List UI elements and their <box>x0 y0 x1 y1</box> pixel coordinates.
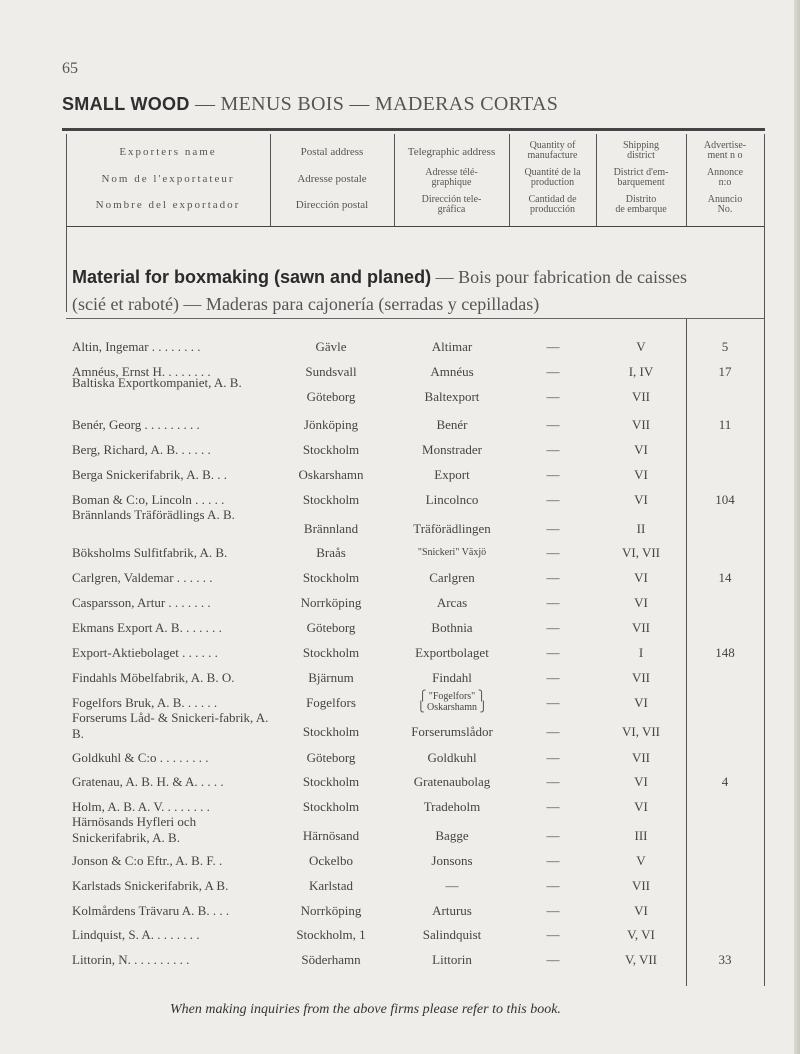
col-header-shipping-es: Distrito de embarque <box>615 194 667 215</box>
shipping-district: I, IV <box>628 364 654 379</box>
postal-address: Karlstad <box>308 878 354 893</box>
body-right-rule <box>764 226 765 986</box>
quantity: — <box>546 467 560 482</box>
exporter-name: Goldkuhl & C:o . . . . . . . . <box>72 750 209 765</box>
col-header-postal-fr: Adresse postale <box>297 173 367 185</box>
telegraphic-address <box>394 691 510 713</box>
quantity: — <box>546 339 560 354</box>
shipping-district: VI <box>634 595 648 610</box>
telegraphic-address: Exportbolaget <box>415 645 489 660</box>
telegraphic-address: Goldkuhl <box>427 750 477 765</box>
exporter-name: Export-Aktiebolaget . . . . . . <box>72 645 218 660</box>
exporter-name: Forserums Låd- & Snickeri-fabrik, A. B. <box>72 710 269 741</box>
telegraphic-address: Träförädlingen <box>413 521 491 536</box>
exporter-name: Amnéus, Ernst H. . . . . . . . <box>72 364 211 379</box>
exporter-name: Böksholms Sulfitfabrik, A. B. <box>72 545 228 560</box>
telegraphic-address: Findahl <box>432 670 472 685</box>
col-header-telegraphic-es: Dirección tele- gráfica <box>421 194 482 215</box>
quantity: — <box>546 853 560 868</box>
telegraphic-address: Lincolnco <box>425 492 479 507</box>
col-header-shipping-fr: District d'em- barquement <box>613 167 669 188</box>
exporter-name: Findahls Möbelfabrik, A. B. O. <box>72 670 235 685</box>
telegraphic-address: Export <box>434 467 470 482</box>
col-header-shipping-en: Shipping district <box>622 140 660 161</box>
quantity: — <box>546 417 560 432</box>
quantity: — <box>546 442 560 457</box>
exporter-name: Baltiska Exportkompaniet, A. B. <box>72 375 242 390</box>
col-header-exporters-fr: Nom de l'exportateur <box>101 173 235 185</box>
advert-number: 14 <box>718 570 732 585</box>
postal-address: Ockelbo <box>308 853 354 868</box>
page-number: 65 <box>62 60 78 77</box>
postal-address: Braås <box>316 545 346 560</box>
header-bottom-rule <box>66 226 765 227</box>
col-header-advert-es: Anuncio No. <box>707 194 743 215</box>
exporter-name: Kolmårdens Trävaru A. B. . . . <box>72 903 230 918</box>
postal-address: Stockholm <box>302 492 360 507</box>
col-divider <box>764 134 765 226</box>
exporter-name: Fogelfors Bruk, A. B. . . . . . <box>72 695 218 710</box>
shipping-district: VI <box>634 903 648 918</box>
quantity: — <box>546 903 560 918</box>
shipping-district: VII <box>631 389 651 404</box>
col-header-quantity-fr: Quantité de la production <box>524 167 581 188</box>
exporter-name: Karlstads Snickerifabrik, A B. <box>72 878 229 893</box>
exporter-name: Carlgren, Valdemar . . . . . . <box>72 570 213 585</box>
shipping-district: VI <box>634 492 648 507</box>
col-header-exporters-en: Exporters name <box>119 146 217 158</box>
quantity: — <box>546 670 560 685</box>
telegraphic-address: Amnéus <box>430 364 474 379</box>
quantity: — <box>546 774 560 789</box>
postal-address: Sundsvall <box>305 364 357 379</box>
shipping-district: V <box>636 853 646 868</box>
postal-address: Norrköping <box>300 903 362 918</box>
advert-number: 11 <box>718 417 732 432</box>
exporter-name: Holm, A. B. A. V. . . . . . . . <box>72 799 210 814</box>
postal-address: Norrköping <box>300 595 362 610</box>
col-header-telegraphic-en: Telegraphic address <box>407 146 496 158</box>
quantity: — <box>546 878 560 893</box>
shipping-district: I <box>638 645 644 660</box>
shipping-district: VI <box>634 799 648 814</box>
postal-address: Bjärnum <box>308 670 354 685</box>
col-header-exporters-es: Nombre del exportador <box>95 199 241 211</box>
shipping-district: VII <box>631 750 651 765</box>
telegraphic-address: Carlgren <box>429 570 475 585</box>
postal-address: Göteborg <box>306 750 356 765</box>
section-title <box>72 267 762 288</box>
postal-address: Brännland <box>303 521 359 536</box>
postal-address: Gävle <box>315 339 347 354</box>
advert-number: 104 <box>715 492 735 507</box>
telegraphic-address: Altimar <box>431 339 473 354</box>
telegraphic-address: "Snickeri" Växjö <box>417 547 487 558</box>
exporter-name: Littorin, N. . . . . . . . . . <box>72 952 190 967</box>
col-header-advert-fr: Annonce n:o <box>706 167 744 188</box>
telegraphic-address: Salindquist <box>422 927 482 942</box>
postal-address: Stockholm <box>302 799 360 814</box>
advert-number: 5 <box>721 339 729 354</box>
postal-address: Stockholm <box>302 774 360 789</box>
advert-number: 17 <box>718 364 732 379</box>
quantity: — <box>546 570 560 585</box>
exporter-name: Berga Snickerifabrik, A. B. . . <box>72 467 228 482</box>
exporter-name: Jonson & C:o Eftr., A. B. F. . <box>72 853 223 868</box>
quantity: — <box>546 620 560 635</box>
section-rule <box>66 318 764 319</box>
postal-address: Stockholm <box>302 442 360 457</box>
postal-address: Fogelfors <box>306 695 356 710</box>
telegraphic-address: Monstrader <box>422 442 482 457</box>
advert-number: 148 <box>715 645 735 660</box>
advert-number: 4 <box>721 774 729 789</box>
telegraphic-address: Forserumslådor <box>411 724 493 739</box>
quantity: — <box>546 389 560 404</box>
shipping-district: VII <box>631 670 651 685</box>
col-header-quantity-es: Cantidad de producción <box>528 194 577 215</box>
section-title-rest: — Bois pour fabrication de caisses <box>431 267 687 287</box>
postal-address: Härnösand <box>302 828 360 843</box>
telegraphic-line: ⎧ "Fogelfors" ⎫ <box>418 691 486 702</box>
shipping-district: VI, VII <box>621 545 661 560</box>
section-subtitle: (scié et raboté) — Maderas para cajonería (serradas y cepilladas) <box>72 294 540 314</box>
exporter-name: Benér, Georg . . . . . . . . . <box>72 417 200 432</box>
page-title-bold: SMALL WOOD <box>62 94 190 114</box>
exporter-name: Berg, Richard, A. B. . . . . . <box>72 442 211 457</box>
exporter-name: Ekmans Export A. B. . . . . . . <box>72 620 222 635</box>
telegraphic-address: Arcas <box>436 595 468 610</box>
postal-address: Stockholm <box>302 645 360 660</box>
postal-address: Jönköping <box>303 417 359 432</box>
shipping-district: VI, VII <box>621 724 661 739</box>
shipping-district: V, VI <box>627 927 655 942</box>
shipping-district: VII <box>631 620 651 635</box>
quantity: — <box>546 492 560 507</box>
shipping-district: III <box>634 828 648 843</box>
quantity: — <box>546 927 560 942</box>
section-title-bold: Material for boxmaking (sawn and planed) <box>72 267 432 287</box>
telegraphic-address: — <box>445 878 459 893</box>
page-edge-shadow <box>794 0 800 1054</box>
telegraphic-address: Arturus <box>432 903 472 918</box>
exporter-name: Lindquist, S. A. . . . . . . . <box>72 927 200 942</box>
quantity: — <box>546 595 560 610</box>
exporter-name: Altin, Ingemar . . . . . . . . <box>72 339 201 354</box>
quantity: — <box>546 799 560 814</box>
postal-address: Göteborg <box>306 389 356 404</box>
quantity: — <box>546 828 560 843</box>
page-title-rest: — MENUS BOIS — MADERAS CORTAS <box>189 93 559 115</box>
quantity: — <box>546 695 560 710</box>
quantity: — <box>546 645 560 660</box>
exporter-name: Boman & C:o, Lincoln . . . . . <box>72 492 225 507</box>
telegraphic-address: Bothnia <box>431 620 473 635</box>
telegraphic-address: Benér <box>436 417 468 432</box>
body-left-rule <box>66 226 67 312</box>
advert-number: 33 <box>718 952 732 967</box>
col-header-quantity-en: Quantity of manufacture <box>527 140 578 161</box>
exporter-name: Härnösands Hyfleri och Snickerifabrik, A. B. <box>72 814 197 845</box>
telegraphic-address: Jonsons <box>431 853 473 868</box>
shipping-district: II <box>636 521 646 536</box>
shipping-district: VI <box>634 774 648 789</box>
page-title <box>62 93 558 116</box>
exporter-name: Brännlands Träförädlings A. B. <box>72 507 235 522</box>
shipping-district: VII <box>631 417 651 432</box>
exporter-name: Casparsson, Artur . . . . . . . <box>72 595 211 610</box>
quantity: — <box>546 952 560 967</box>
col-header-postal-en: Postal address <box>300 146 364 158</box>
quantity: — <box>546 545 560 560</box>
shipping-district: V <box>636 339 646 354</box>
exporter-name: Gratenau, A. B. H. & A. . . . . <box>72 774 224 789</box>
col-header-advert-en: Advertise- ment n o <box>703 140 747 161</box>
telegraphic-address: Baltexport <box>424 389 480 404</box>
postal-address: Stockholm <box>302 724 360 739</box>
telegraphic-address: Tradeholm <box>423 799 481 814</box>
postal-address: Stockholm, 1 <box>296 927 366 942</box>
quantity: — <box>546 750 560 765</box>
header-top-rule <box>62 128 765 131</box>
shipping-district: VI <box>634 570 648 585</box>
postal-address: Söderhamn <box>301 952 361 967</box>
shipping-district: V, VII <box>624 952 658 967</box>
shipping-district: VI <box>634 695 648 710</box>
telegraphic-address: Bagge <box>435 828 469 843</box>
quantity: — <box>546 724 560 739</box>
postal-address: Oskarshamn <box>298 467 364 482</box>
col-header-telegraphic-fr: Adresse télé- graphique <box>425 167 478 188</box>
shipping-district: VI <box>634 442 648 457</box>
postal-address: Göteborg <box>306 620 356 635</box>
shipping-district: VI <box>634 467 648 482</box>
telegraphic-line: ⎩ Oskarshamn ⎭ <box>417 702 487 713</box>
col-header-postal-es: Dirección postal <box>295 199 369 211</box>
shipping-district: VII <box>631 878 651 893</box>
telegraphic-address: Littorin <box>432 952 472 967</box>
telegraphic-address: Gratenaubolag <box>413 774 491 789</box>
footer-note: When making inquiries from the above firms please refer to this book. <box>170 1002 561 1017</box>
quantity: — <box>546 521 560 536</box>
postal-address: Stockholm <box>302 570 360 585</box>
quantity: — <box>546 364 560 379</box>
